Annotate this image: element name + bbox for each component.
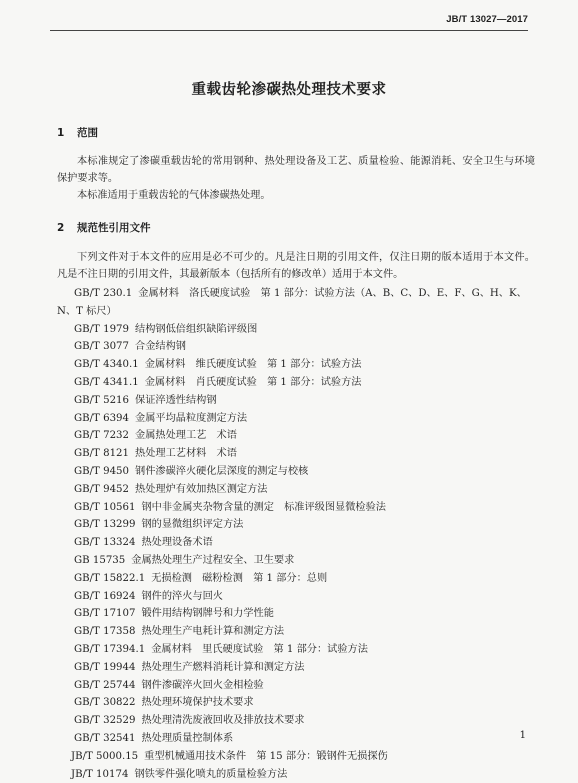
reference-title: 金属热处理工艺 术语	[135, 430, 237, 442]
reference-item	[0, 677, 578, 695]
reference-item	[0, 712, 578, 730]
reference-title: 钢中非金属夹杂物含量的测定 标准评级图显微检验法	[141, 501, 386, 513]
reference-title: 金属材料 肖氏硬度试验 第 1 部分：试验方法	[144, 376, 362, 388]
section-2-heading	[57, 220, 151, 235]
reference-title: 金属材料 维氏硬度试验 第 1 部分：试验方法	[144, 359, 362, 371]
reference-item	[0, 570, 578, 588]
reference-title: 合金结构钢	[135, 341, 186, 353]
reference-title: 热处理工艺材料 术语	[135, 448, 237, 460]
reference-item	[0, 338, 578, 356]
reference-code: GB/T 5216	[74, 394, 130, 406]
reference-title-continued: N、T 标尺）	[57, 305, 117, 317]
reference-item	[0, 410, 578, 428]
reference-code: GB/T 3077	[74, 341, 130, 353]
reference-title: 热处理清洗废液回收及排放技术要求	[141, 715, 305, 727]
reference-item	[0, 641, 578, 659]
reference-code: GB/T 15822.1	[74, 572, 146, 584]
reference-item	[0, 748, 578, 766]
document-title: 重载齿轮渗碳热处理技术要求	[191, 82, 387, 98]
reference-code: GB/T 8121	[74, 448, 130, 460]
reference-item	[0, 463, 578, 481]
reference-item	[0, 374, 578, 392]
reference-item	[0, 534, 578, 552]
reference-item	[0, 516, 578, 534]
reference-code: GB/T 7232	[74, 430, 130, 442]
reference-code: GB/T 13324	[74, 537, 136, 549]
reference-code: GB/T 230.1	[74, 288, 133, 299]
page-number: 1	[519, 730, 526, 741]
reference-title: 金属平均晶粒度测定方法	[135, 412, 248, 424]
reference-code: GB/T 17107	[74, 608, 136, 620]
section-1-number: 1	[57, 127, 65, 139]
reference-title: 热处理质量控制体系	[141, 732, 234, 744]
reference-title: 保证淬透性结构钢	[135, 394, 217, 406]
reference-title: 结构钢低倍组织缺陷评级图	[135, 323, 258, 335]
reference-code: GB/T 9452	[74, 483, 130, 495]
reference-title: 锻件用结构钢牌号和力学性能	[141, 608, 274, 620]
reference-item	[0, 321, 578, 339]
section-1-paragraph-2: 本标准适用于重载齿轮的气体渗碳热处理。	[77, 190, 271, 201]
reference-item	[0, 659, 578, 677]
reference-item	[0, 356, 578, 374]
normative-references-list	[0, 285, 578, 783]
reference-code: GB/T 32541	[74, 732, 136, 744]
reference-code: GB/T 32529	[74, 715, 136, 727]
reference-item	[0, 552, 578, 570]
reference-code: JB/T 5000.15	[71, 750, 139, 762]
reference-code: GB/T 10561	[74, 501, 136, 513]
reference-item	[0, 445, 578, 463]
reference-title: 钢的显微组织评定方法	[141, 519, 244, 531]
reference-code: GB/T 17394.1	[74, 643, 146, 655]
reference-code: JB/T 10174	[71, 768, 129, 780]
reference-item	[0, 285, 578, 321]
reference-code: GB/T 1979	[74, 323, 130, 335]
reference-code: GB 15735	[74, 554, 126, 566]
section-1-paragraph-1: 本标准规定了渗碳重载齿轮的常用钢种、热处理设备及工艺、质量检验、能源消耗、安全卫生与环境保护要求等。	[57, 156, 535, 184]
section-1-title: 范围	[77, 127, 98, 139]
reference-item	[0, 392, 578, 410]
reference-code: GB/T 16924	[74, 590, 136, 602]
section-2-number: 2	[57, 222, 65, 234]
reference-title: 钢件渗碳淬火回火金相检验	[141, 679, 264, 691]
reference-title: 金属热处理生产过程安全、卫生要求	[131, 554, 295, 566]
reference-title: 重型机械通用技术条件 第 15 部分：锻钢件无损探伤	[144, 750, 388, 762]
reference-code: GB/T 4340.1	[74, 359, 139, 371]
reference-title: 金属材料 里氏硬度试验 第 1 部分：试验方法	[151, 643, 368, 655]
reference-code: GB/T 13299	[74, 519, 136, 531]
reference-item	[0, 766, 578, 783]
reference-title: 金属材料 洛氏硬度试验 第 1 部分：试验方法（A、B、C、D、E、F、G、H、K、	[138, 288, 527, 299]
reference-code: GB/T 4341.1	[74, 376, 139, 388]
reference-title: 热处理生产燃料消耗计算和测定方法	[141, 661, 305, 673]
reference-title: 热处理环境保护技术要求	[141, 697, 254, 709]
reference-title: 热处理炉有效加热区测定方法	[135, 483, 268, 495]
reference-item	[0, 605, 578, 623]
reference-code: GB/T 30822	[74, 697, 136, 709]
standard-code: JB/T 13027—2017	[446, 14, 528, 25]
reference-title: 热处理设备术语	[141, 537, 213, 549]
reference-title: 钢铁零件强化喷丸的质量检验方法	[134, 768, 288, 780]
reference-item	[0, 427, 578, 445]
reference-code: GB/T 6394	[74, 412, 130, 424]
reference-code: GB/T 9450	[74, 465, 130, 477]
reference-item	[0, 730, 578, 748]
reference-code: GB/T 25744	[74, 679, 136, 691]
reference-item	[0, 481, 578, 499]
reference-title: 热处理生产电耗计算和测定方法	[141, 626, 285, 638]
reference-title: 钢件渗碳淬火硬化层深度的测定与校核	[135, 465, 309, 477]
section-2-title: 规范性引用文件	[77, 222, 151, 234]
reference-item	[0, 623, 578, 641]
reference-title: 钢件的淬火与回火	[141, 590, 223, 602]
reference-item	[0, 588, 578, 606]
header-rule	[50, 30, 528, 31]
section-1-heading	[57, 125, 98, 140]
reference-item	[0, 694, 578, 712]
reference-code: GB/T 17358	[74, 626, 136, 638]
section-2-intro: 下列文件对于本文件的应用是必不可少的。凡是注日期的引用文件，仅注日期的版本适用于本文件。凡是不注日期的引用文件，其最新版本（包括所有的修改单）适用于本文件。	[57, 252, 535, 280]
reference-title: 无损检测 磁粉检测 第 1 部分：总则	[151, 572, 328, 584]
reference-code: GB/T 19944	[74, 661, 136, 673]
reference-item	[0, 499, 578, 517]
